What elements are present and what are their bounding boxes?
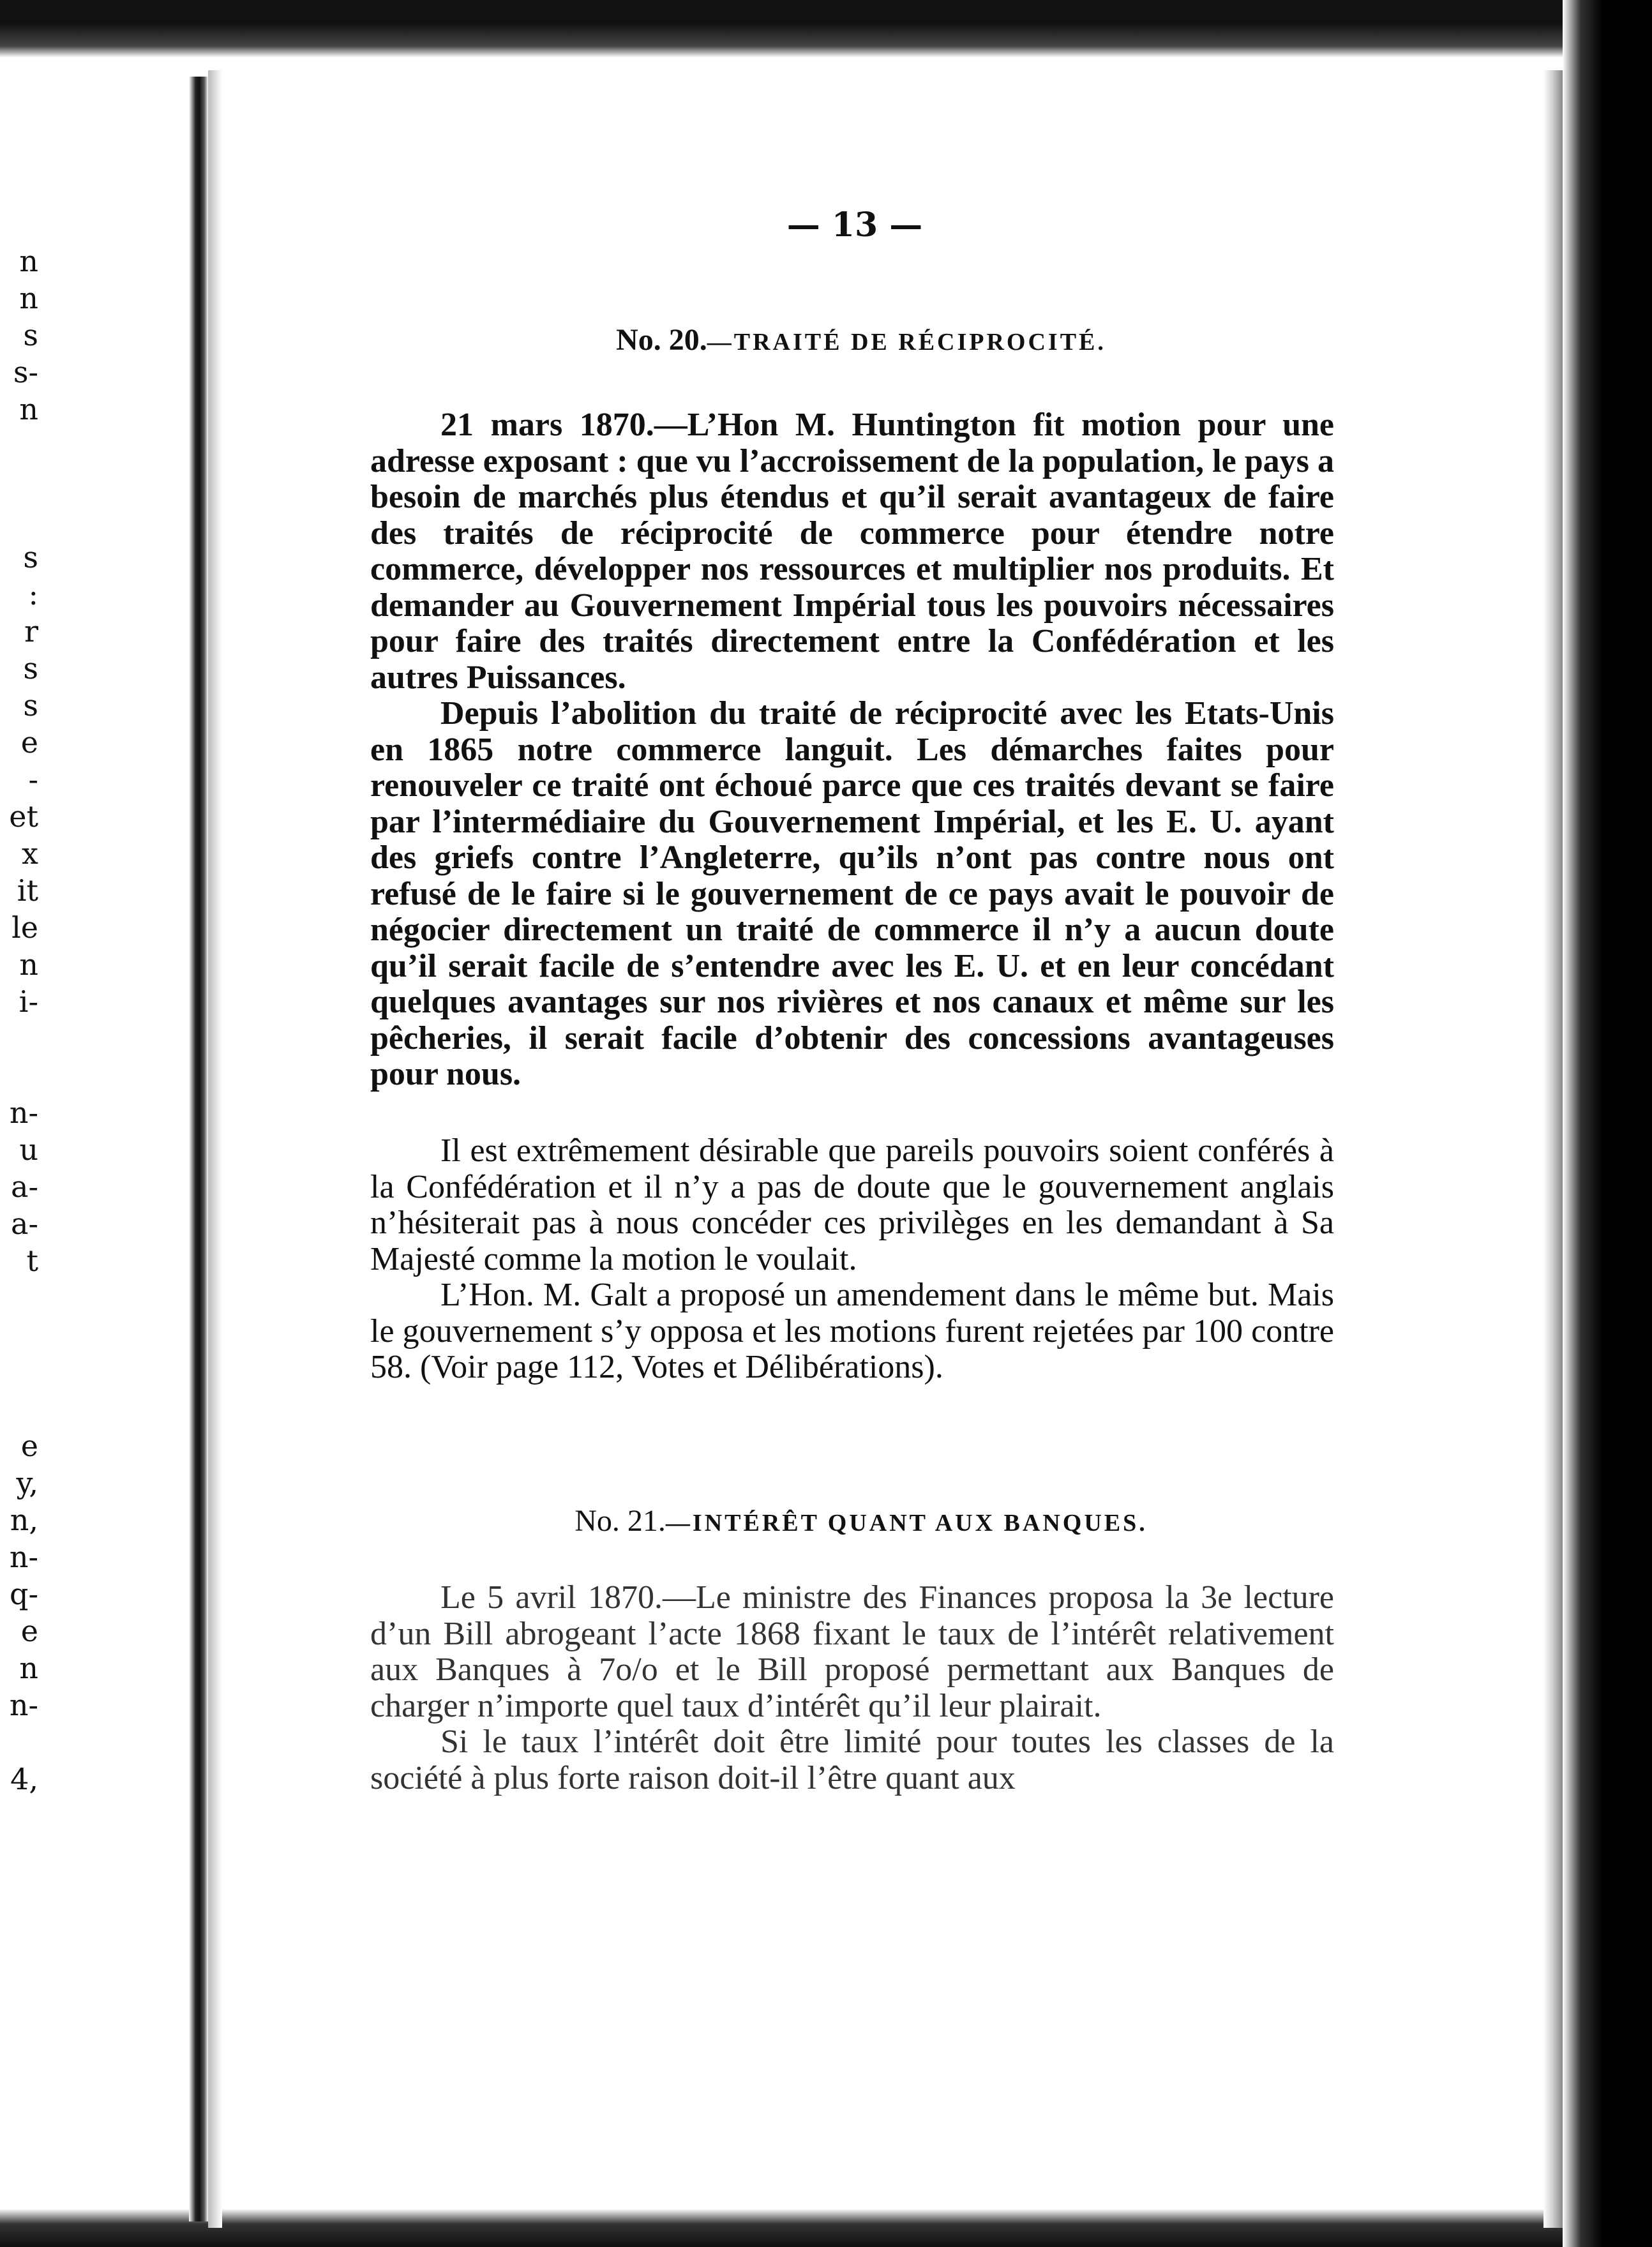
section-20-number: No. 20. <box>616 323 707 357</box>
facing-page-line <box>0 1390 38 1427</box>
facing-page-line: et <box>9 799 38 834</box>
section-20-heading <box>0 322 1652 357</box>
facing-page-line: i- <box>19 984 38 1019</box>
page-number: — 13 — <box>786 206 923 244</box>
section-20-title: —TRAITÉ DE RÉCIPROCITÉ. <box>707 329 1106 356</box>
facing-page-line: y, <box>16 1466 38 1500</box>
facing-page-line <box>0 1316 38 1353</box>
facing-page-line: n- <box>9 1540 38 1574</box>
facing-page-line <box>0 1353 38 1390</box>
book-gutter <box>189 77 208 2221</box>
scan-border-top <box>0 0 1652 57</box>
facing-page-line: n <box>19 947 38 982</box>
section-21-body <box>370 1580 1334 1796</box>
facing-page-line: n <box>19 244 38 278</box>
facing-page-line: s- <box>13 355 38 389</box>
section-21-title: —INTÉRÊT QUANT AUX BANQUES. <box>665 1510 1148 1537</box>
paragraph: Depuis l’abolition du traité de réciprocité avec les Etats-Unis en 1865 notre commerce languit. Les démarches faites pour renouveler ce traité ont échoué parce que ces traités devant se faire par l’intermédiaire du Gouvernement Impérial, et les E. U. ayant des griefs contre l’Angleterre, qu’ils n’ont pas contre nous ont refusé de le faire si le gouvernement de ce pays avait le pouvoir de négocier directement un traité de commerce il n’y a aucun doute qu’il serait facile de s’entendre avec les E. U. et en leur concédant quelques avantages sur nos rivières et nos canaux et même sur les pêcheries, il serait facile d’obtenir des concessions avantageuses pour nous. <box>370 695 1334 1092</box>
facing-page-line <box>0 502 38 539</box>
facing-page-line: n, <box>10 1503 38 1537</box>
facing-page-line: it <box>17 873 38 908</box>
facing-page-line: r <box>24 614 38 649</box>
facing-page-line: n <box>19 392 38 426</box>
facing-page-line: n <box>19 281 38 315</box>
facing-page-line: e <box>20 1429 38 1463</box>
facing-page-line: s <box>23 540 38 575</box>
gutter-shadow <box>208 70 222 2228</box>
scan-border-bottom <box>0 2209 1652 2247</box>
facing-page-line: q- <box>10 1577 38 1611</box>
facing-page-line: s <box>23 688 38 723</box>
facing-page-line: s <box>23 651 38 686</box>
facing-page-line: a- <box>11 1206 38 1241</box>
facing-page-fragments <box>0 243 38 1902</box>
paragraph: 21 mars 1870.—L’Hon M. Huntington fit motion pour une adresse exposant : que vu l’accroissement de la population, le pays a besoin de marchés plus étendus et qu’il serait avantageux de faire des traités de réciprocité de commerce pour étendre notre commerce, développer nos ressources et multiplier nos produits. Et demander au Gouvernement Impérial tous les pouvoirs nécessaires pour faire des traités directement entre la Confédération et les autres Puissances. <box>370 407 1334 696</box>
section-20-body-continued <box>370 1133 1334 1386</box>
facing-page-line: n- <box>9 1095 38 1130</box>
facing-page-line <box>0 428 38 465</box>
paragraph: L’Hon. M. Galt a proposé un amendement dans le même but. Mais le gouvernement s’y opposa et les motions furent rejetées par 100 contre 58. (Voir page 112, Votes et Délibérations). <box>370 1277 1334 1385</box>
section-21-number: No. 21. <box>574 1504 666 1538</box>
facing-page-line <box>0 1724 38 1761</box>
facing-page-line: le <box>11 910 38 945</box>
facing-page-line: 4, <box>10 1762 38 1796</box>
facing-page-line: e <box>20 725 38 760</box>
page-edge <box>1543 70 1563 2228</box>
facing-page-line <box>0 465 38 502</box>
paragraph: Si le taux l’intérêt doit être limité pour toutes les classes de la société à plus forte raison doit-il l’être quant aux <box>370 1724 1334 1796</box>
facing-page-line: : <box>28 577 38 612</box>
facing-page-line <box>0 1057 38 1094</box>
facing-page-line: n- <box>9 1688 38 1722</box>
facing-page-line: s <box>23 318 38 352</box>
facing-page-line <box>0 1020 38 1057</box>
section-20-body <box>370 407 1334 1093</box>
facing-page-line: x <box>22 836 38 871</box>
facing-page-line: u <box>19 1132 38 1167</box>
paragraph: Le 5 avril 1870.—Le ministre des Finances proposa la 3e lecture d’un Bill abrogeant l’acte 1868 fixant le taux de l’intérêt relativement aux Banques à 7o/o et le Bill proposé permettant aux Banques de charger n’importe quel taux d’intérêt qu’il leur plairait. <box>370 1579 1334 1724</box>
facing-page-line: e <box>20 1614 38 1648</box>
facing-page-line <box>0 1279 38 1316</box>
section-21-heading <box>0 1503 1652 1538</box>
facing-page-line: a- <box>11 1169 38 1204</box>
facing-page-line: t <box>26 1244 38 1278</box>
facing-page-line: - <box>28 762 38 797</box>
facing-page-line: n <box>19 1651 38 1685</box>
paragraph: Il est extrêmement désirable que pareils pouvoirs soient conférés à la Confédération et il n’y a pas de doute que le gouvernement anglais n’hésiterait pas à nous concéder ces privilèges en les demandant à Sa Majesté comme la motion le voulait. <box>370 1132 1334 1277</box>
